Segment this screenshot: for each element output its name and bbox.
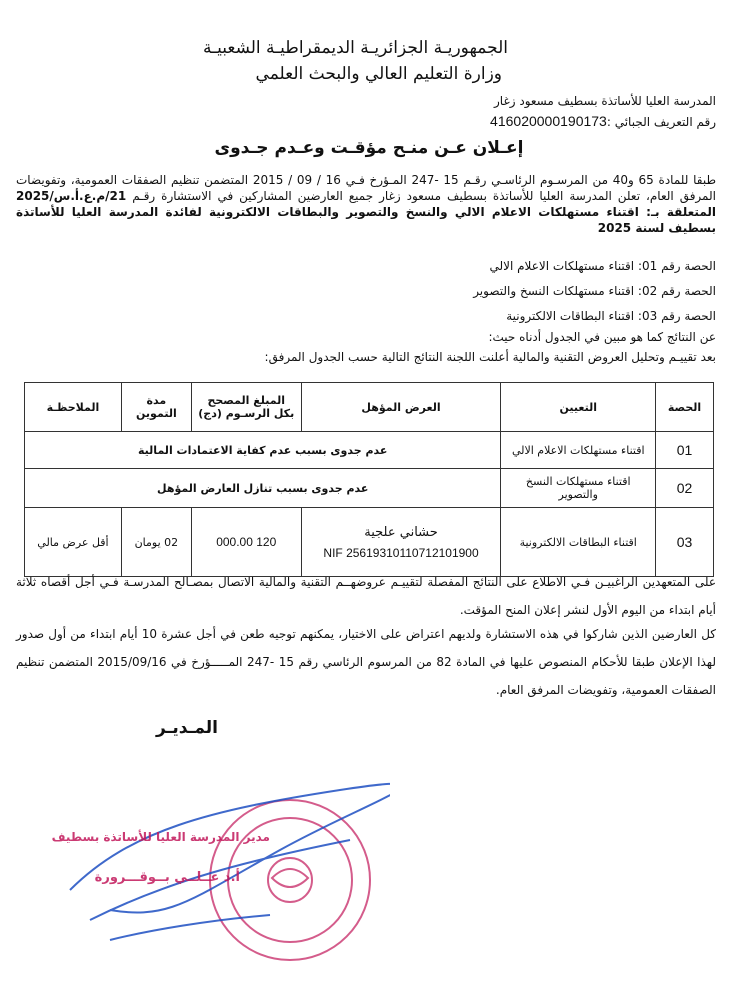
corrected-amount: 120 000.00: [191, 508, 301, 577]
lot-line-02: الحصة رقم 02: اقتناء مستهلكات النسخ والتصوير: [473, 284, 716, 298]
appeal-paragraph: كل العارضين الذين شاركوا في هذه الاستشارة ولديهم اعتراض على الاختيار، يمكنهم توجيه طعن في أجل عشرة 10 أيام ابتداء من أول صدور لهذا الإعلان طبقا للأحكام المنصوص عليها في المادة 82 من المرسوم الرئاسي رقم 15 -247 المـــــؤرخ في 2015/09/16 المتضمن تنظيم الصفقات العمومية، وتفويضات المرفق العام.: [16, 627, 716, 697]
header-designation: التعيين: [501, 383, 656, 432]
table-row: [25, 508, 714, 577]
ministry-header: وزارة التعليم العالي والبحث العلمي: [255, 64, 502, 84]
header-duration: مدة التموين: [121, 383, 191, 432]
director-title: المـديـر: [155, 718, 218, 738]
lot-designation: اقتناء البطاقات الالكترونية: [501, 508, 656, 577]
results-intro: عن النتائج كما هو مبين في الجدول أدناه حيث:: [488, 330, 716, 344]
intro-paragraph: [16, 172, 716, 236]
lot-designation: اقتناء مستهلكات النسخ والتصوير: [501, 469, 656, 508]
results-table: [24, 382, 714, 577]
signature-stamp-block: [50, 770, 390, 990]
lot-designation: اقتناء مستهلكات الاعلام الالي: [501, 432, 656, 469]
stamp-title-text: مدير المدرسة العليا للأساتذة بسطيف: [51, 830, 270, 844]
lot-status: عدم جدوى بسبب تنازل العارض المؤهل: [25, 469, 501, 508]
offer-nif: NIF 25619310110712101900: [323, 545, 479, 560]
lot-number: 01: [656, 432, 714, 469]
republic-header: الجمهوريـة الجزائريـة الديمقراطيـة الشعبيـة: [203, 38, 508, 58]
tax-id-line: [490, 113, 716, 129]
evaluation-text: بعد تقييـم وتحليل العروض التقنية والمالية أعلنت اللجنة النتائج التالية حسب الجدول المرفق:: [264, 350, 716, 364]
header-remarks: الملاحظـة: [25, 383, 122, 432]
document-title: إعـلان عـن منـح مؤقـت وعـدم جـدوى: [214, 138, 524, 158]
school-name: المدرسة العليا للأساتذة بسطيف مسعود زغار: [494, 94, 716, 108]
header-offer: العرض المؤهل: [301, 383, 501, 432]
lot-line-03: الحصة رقم 03: اقتناء البطاقات الالكترونية: [506, 309, 716, 323]
lot-line-01: الحصة رقم 01: اقتناء مستهلكات الاعلام الالي: [489, 259, 716, 273]
consultation-paragraph: على المتعهدين الراغبيـن فـي الاطلاع على النتائج المفصلة لتقييـم عروضهــم التقنية والمالية الاتصال بمصـالح المدرسـة فـي أجل أقصاه ثلاثة أيام ابتداء من اليوم الأول لنشر إعلان المنح المؤقت.: [16, 575, 716, 617]
lot-number: 03: [656, 508, 714, 577]
table-row: [25, 432, 714, 469]
header-amount: المبلغ المصحح بكل الرسـوم (دج): [191, 383, 301, 432]
qualified-offer: [301, 508, 501, 577]
table-row: [25, 469, 714, 508]
table-header-row: [25, 383, 714, 432]
tax-id-label: رقم التعريف الجبائي :: [606, 115, 716, 129]
signatory-name: أ.د عــلــي بــوقـــرورة: [94, 870, 240, 885]
offer-name: حشاني علجية: [364, 524, 438, 540]
lot-status: عدم جدوى بسبب عدم كفاية الاعتمادات المالية: [25, 432, 501, 469]
tax-id-value: 416020000190173: [490, 113, 607, 129]
lot-number: 02: [656, 469, 714, 508]
supply-duration: 02 يومان: [121, 508, 191, 577]
header-lot: الحصة: [656, 383, 714, 432]
remarks: أقل عرض مالي: [25, 508, 122, 577]
intro-text: طبقا للمادة 65 و40 من المرسـوم الرئاسـي رقـم 15 -247 المـؤرخ فـي 16 / 09 / 2015 المتضمن تنظيم الصفقات العمومية، وتفويضات المرفق العام، تعلن المدرسة العليا للأساتذة بسطيف مسعود زغار جميع العارضين المشاركين في الاستشارة رقـم: [16, 173, 716, 203]
consultation-reference: 21/م.ع.أ.س/2025 المتعلقة بـ: اقتناء مستهلكات الاعلام الالي والنسخ والتصوير والبطاقات الالكترونية لفائدة المدرسة العليا للأساتذة بسطيف لسنة 2025: [16, 189, 716, 235]
stamp-emblem-shape: [272, 869, 308, 887]
